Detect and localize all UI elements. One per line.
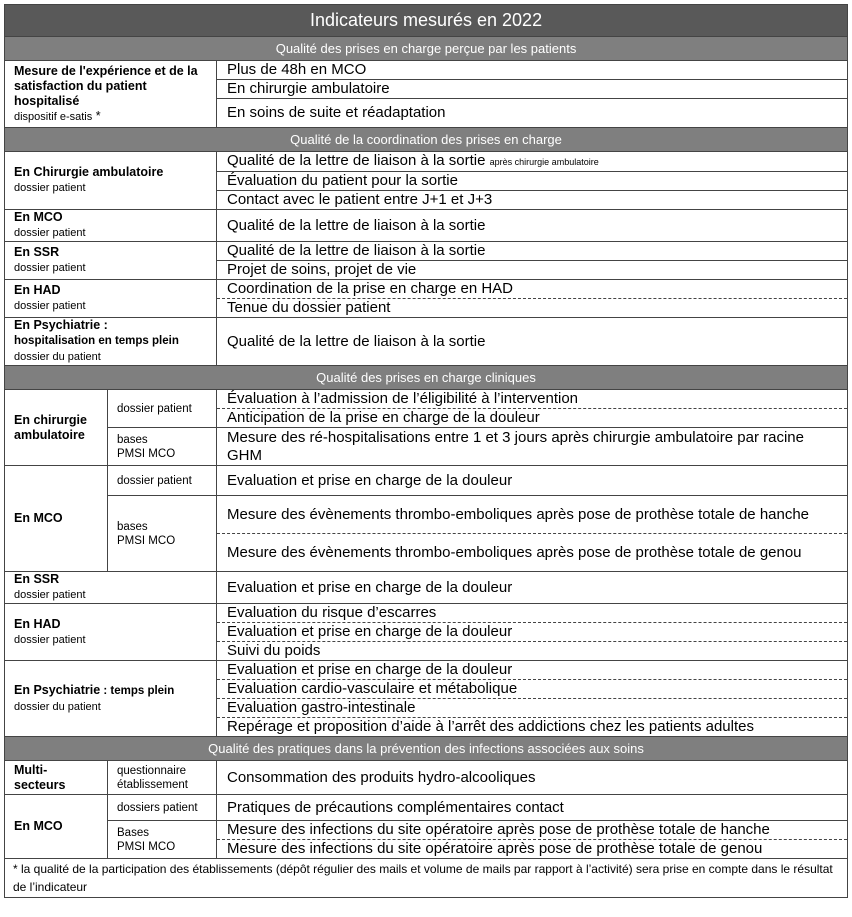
category-ssr [5, 572, 217, 604]
source-dossier-patient: dossier patient [108, 390, 217, 428]
section-title-clinical: Qualité des prises en charge cliniques [5, 366, 848, 390]
source-label: établissement [117, 778, 188, 791]
indicator-item: En soins de suite et réadaptation [217, 99, 848, 128]
category-psychiatrie [5, 318, 217, 366]
indicator-item: Plus de 48h en MCO [217, 61, 848, 80]
table-title: Indicateurs mesurés en 2022 [5, 5, 848, 37]
indicator-item: Qualité de la lettre de liaison à la sortie [217, 242, 848, 261]
indicator-item: Coordination de la prise en charge en HAD [217, 280, 848, 299]
source-label: PMSI MCO [117, 534, 176, 547]
indicator-text: Qualité de la lettre de liaison à la sortie [227, 152, 486, 169]
indicator-note: après chirurgie ambulatoire [489, 157, 599, 167]
source-dossier-patient: dossier patient [108, 466, 217, 496]
category-ssr [5, 242, 217, 280]
indicator-item: Evaluation et prise en charge de la douleur [217, 572, 848, 604]
indicator-item: Évaluation à l’admission de l’éligibilité à l’intervention [217, 390, 848, 409]
category-mco [5, 795, 108, 859]
indicator-item: Evaluation cardio-vasculaire et métabolique [217, 680, 848, 699]
indicator-item: Tenue du dossier patient [217, 299, 848, 318]
indicator-item: Qualité de la lettre de liaison à la sortie [217, 210, 848, 242]
category-label: Multi-secteurs [14, 762, 66, 792]
category-label: En chirurgie ambulatoire [14, 412, 87, 442]
indicator-item: Mesure des évènements thrombo-emboliques après pose de prothèse totale de genou [217, 534, 848, 572]
indicator-item: En chirurgie ambulatoire [217, 80, 848, 99]
category-label: En Psychiatrie [14, 682, 101, 697]
indicator-item: Evaluation et prise en charge de la douleur [217, 661, 848, 680]
category-label: En MCO [14, 819, 63, 833]
indicators-table-frame [4, 4, 847, 898]
footnote: * la qualité de la participation des établissements (dépôt régulier des mails et volume de mails par rapport à l’activité) sera prise en compte dans le résultat de l’indicateur [5, 859, 848, 898]
category-label: En MCO [14, 511, 63, 525]
indicator-item: Évaluation du patient pour la sortie [217, 172, 848, 191]
indicator-item: Pratiques de précautions complémentaires contact [217, 795, 848, 821]
source-dossier-patient: dossiers patient [108, 795, 217, 821]
category-label: En SSR [14, 245, 60, 259]
category-source: dossier patient [14, 633, 86, 646]
category-mco [5, 466, 108, 572]
section-title-infections: Qualité des pratiques dans la prévention des infections associées aux soins [5, 737, 848, 761]
category-source: dossier du patient [14, 700, 101, 713]
category-psychiatrie [5, 661, 217, 737]
indicator-item: Evaluation et prise en charge de la douleur [217, 623, 848, 642]
category-patient-experience [5, 61, 217, 128]
indicator-item: Evaluation du risque d’escarres [217, 604, 848, 623]
category-label: En SSR [14, 572, 60, 586]
category-label: En Chirurgie ambulatoire [14, 165, 164, 179]
indicator-item [217, 152, 848, 172]
category-label-detail: hospitalisation en temps plein [14, 335, 179, 347]
indicator-item: Evaluation gastro-intestinale [217, 699, 848, 718]
indicators-table [4, 4, 848, 898]
category-chir-ambulatoire [5, 390, 108, 466]
category-source: dispositif e-satis [14, 110, 93, 123]
category-label: En Psychiatrie : [14, 318, 108, 332]
category-label: Mesure de l'expérience et de la satisfaction du patient hospitalisé [14, 63, 198, 108]
category-had [5, 280, 217, 318]
indicator-item: Anticipation de la prise en charge de la douleur [217, 409, 848, 428]
source-pmsi [108, 821, 217, 859]
category-label: En HAD [14, 616, 61, 631]
category-multi-secteurs [5, 761, 108, 795]
source-label: Bases [117, 826, 149, 839]
indicator-item: Consommation des produits hydro-alcooliques [217, 761, 848, 795]
source-label: PMSI MCO [117, 447, 176, 460]
category-source: dossier patient [14, 182, 86, 194]
source-label: bases [117, 433, 148, 446]
indicator-item: Mesure des ré-hospitalisations entre 1 et 3 jours après chirurgie ambulatoire par racine GHM [217, 428, 848, 466]
indicator-item: Mesure des évènements thrombo-emboliques après pose de prothèse totale de hanche [217, 496, 848, 534]
category-mco [5, 210, 217, 242]
indicator-item: Suivi du poids [217, 642, 848, 661]
source-pmsi [108, 428, 217, 466]
category-source: dossier du patient [14, 351, 101, 363]
source-questionnaire [108, 761, 217, 795]
category-chir-ambulatoire [5, 152, 217, 210]
indicator-item: Evaluation et prise en charge de la douleur [217, 466, 848, 496]
section-title-coordination: Qualité de la coordination des prises en charge [5, 128, 848, 152]
category-source: dossier patient [14, 262, 86, 274]
indicator-item: Mesure des infections du site opératoire après pose de prothèse totale de genou [217, 840, 848, 859]
category-source: dossier patient [14, 589, 86, 601]
indicator-item: Contact avec le patient entre J+1 et J+3 [217, 191, 848, 210]
section-title-patient-experience: Qualité des prises en charge perçue par les patients [5, 37, 848, 61]
indicator-item: Qualité de la lettre de liaison à la sortie [217, 318, 848, 366]
source-label: PMSI MCO [117, 840, 176, 853]
source-label: questionnaire [117, 764, 187, 777]
source-label: bases [117, 520, 148, 533]
category-label-detail: : temps plein [100, 684, 175, 697]
indicator-item: Projet de soins, projet de vie [217, 261, 848, 280]
category-source: dossier patient [14, 300, 86, 312]
category-label: En HAD [14, 283, 61, 297]
indicator-item: Repérage et proposition d’aide à l’arrêt des addictions chez les patients adultes [217, 718, 848, 737]
category-had [5, 604, 217, 661]
footnote-marker: * [95, 108, 101, 123]
indicator-item: Mesure des infections du site opératoire après pose de prothèse totale de hanche [217, 821, 848, 840]
category-label: En MCO [14, 210, 63, 224]
category-source: dossier patient [14, 227, 86, 239]
source-pmsi [108, 496, 217, 572]
